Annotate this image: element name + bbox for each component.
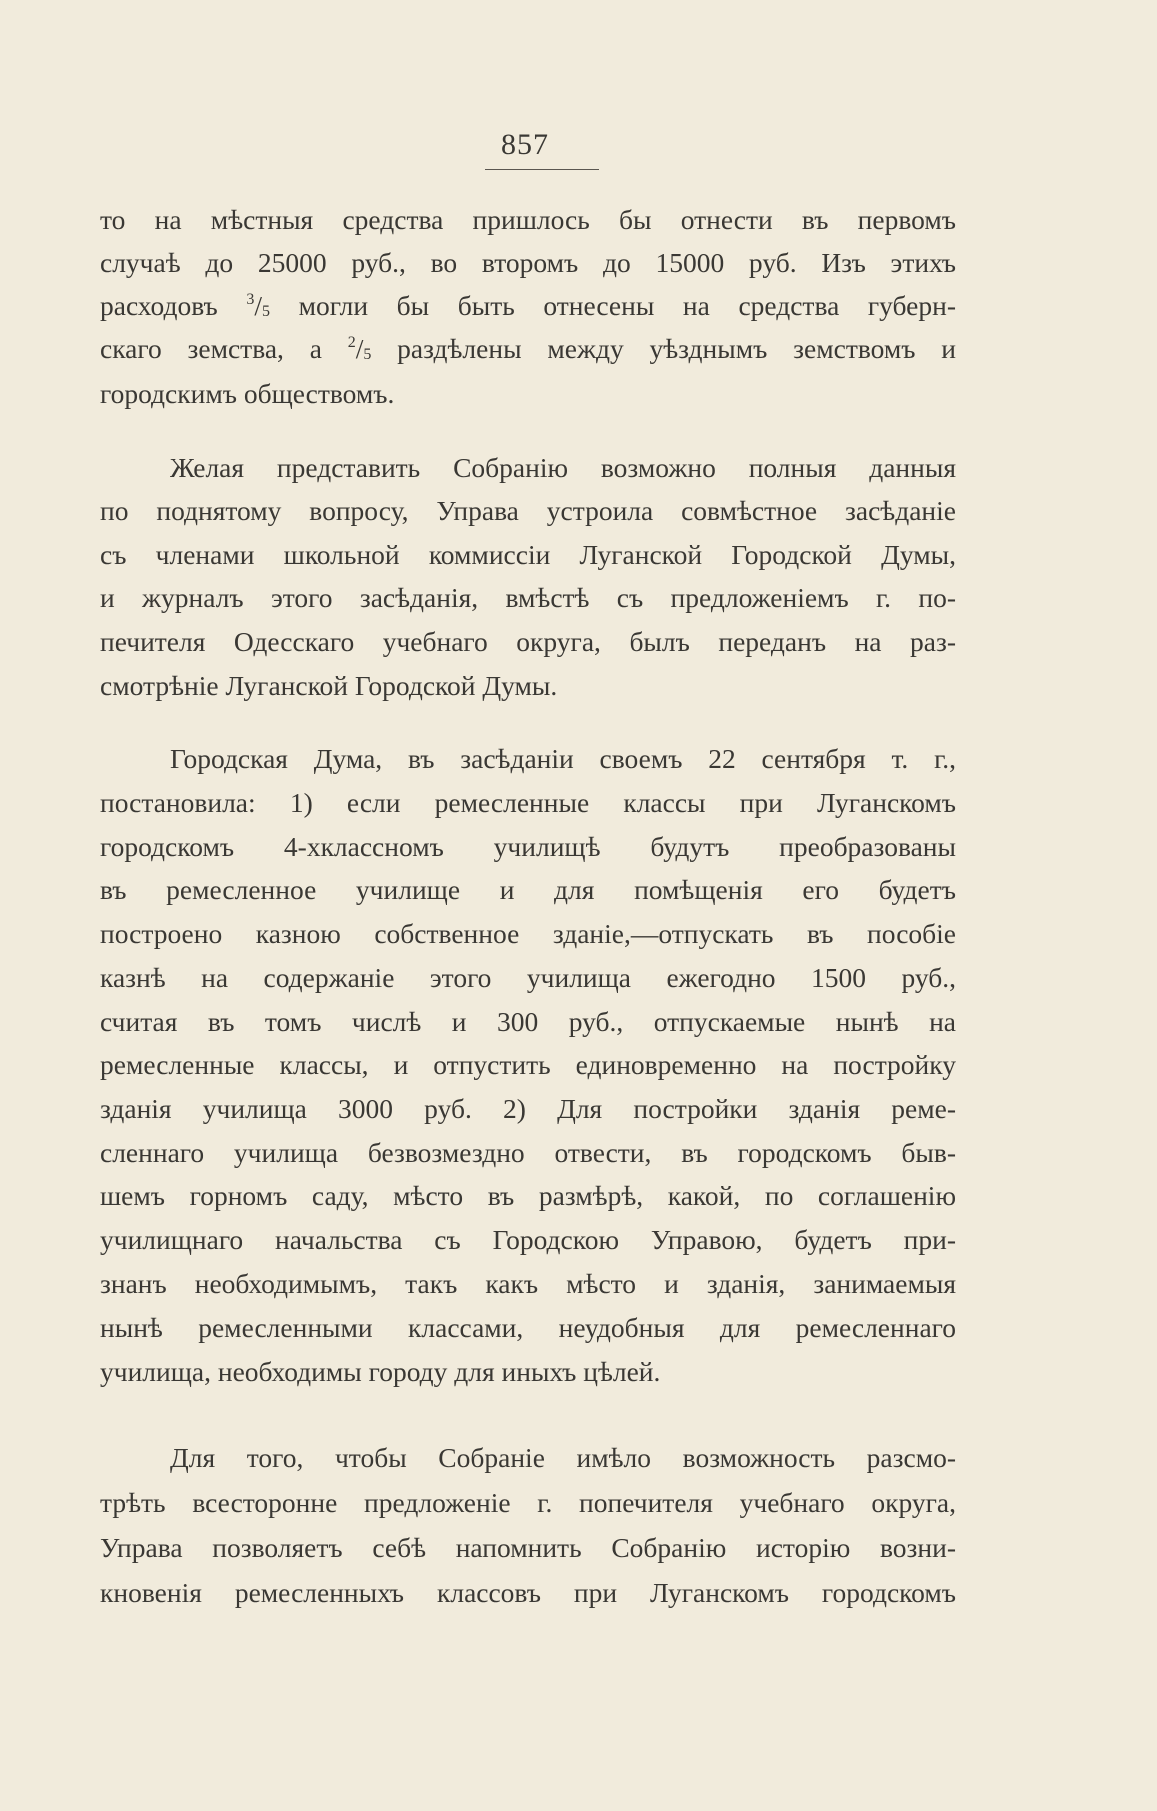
text-line: построено казною собственное зданіе,—отпускать въ пособіе: [100, 918, 956, 949]
fraction: $^3/_5$: [246, 290, 270, 321]
text-line: казнѣ на содержаніе этого училища ежегодно 1500 руб.,: [100, 962, 956, 993]
text-line: городскимъ обществомъ.: [100, 378, 395, 409]
text-line: училища, необходимы городу для иныхъ цѣлей.: [100, 1356, 661, 1387]
text-line: [100, 327, 956, 371]
text-line: считая въ томъ числѣ и 300 руб., отпускаемые нынѣ на: [100, 1006, 956, 1037]
text-line: Городская Дума, въ засѣданіи своемъ 22 сентября т. г.,: [170, 743, 956, 774]
text-line: печителя Одесскаго учебнаго округа, былъ переданъ на раз-: [100, 626, 956, 657]
text-line: ремесленные классы, и отпустить единовременно на постройку: [100, 1049, 956, 1080]
text-line: по поднятому вопросу, Управа устроила совмѣстное засѣданіе: [100, 495, 956, 526]
text-line: то на мѣстныя средства пришлось бы отнести въ первомъ: [100, 204, 956, 235]
text-segment: расходовъ: [100, 290, 218, 321]
text-line: трѣть всесторонне предложеніе г. попечителя учебнаго округа,: [100, 1487, 956, 1518]
fraction-numerator: 2: [347, 334, 356, 351]
fraction-denominator: 5: [363, 346, 372, 363]
text-segment: могли бы быть отнесены на средства губерн-: [298, 290, 957, 321]
text-line: училищнаго начальства съ Городскою Управою, будетъ при-: [100, 1224, 956, 1255]
text-line: зданія училища 3000 руб. 2) Для постройки зданія реме-: [100, 1093, 956, 1124]
text-line: постановила: 1) если ремесленные классы при Луганскомъ: [100, 787, 956, 818]
text-line: Управа позволяетъ себѣ напомнить Собранію исторію возни-: [100, 1532, 956, 1563]
text-line: нынѣ ремесленными классами, неудобныя для ремесленнаго: [100, 1312, 956, 1343]
text-segment: скаго земства, а: [100, 333, 322, 364]
text-segment: раздѣлены между уѣзднымъ земствомъ и: [397, 333, 957, 364]
text-line: Желая представить Собранію возможно полныя данныя: [170, 452, 956, 483]
text-line: и журналъ этого засѣданія, вмѣстѣ съ предложеніемъ г. по-: [100, 582, 956, 613]
text-line: знанъ необходимымъ, такъ какъ мѣсто и зданія, занимаемыя: [100, 1268, 956, 1299]
fraction-denominator: 5: [261, 303, 270, 320]
text-line: съ членами школьной коммиссіи Луганской Городской Думы,: [100, 539, 956, 570]
text-line: Для того, чтобы Собраніе имѣло возможность разсмо-: [170, 1442, 956, 1473]
page-number-rule: [485, 169, 599, 170]
text-line: въ ремесленное училище и для помѣщенія его будетъ: [100, 874, 956, 905]
text-line: сленнаго училища безвозмездно отвести, въ городскомъ быв-: [100, 1137, 956, 1168]
page-number: 857: [501, 128, 549, 161]
text-line: смотрѣніе Луганской Городской Думы.: [100, 670, 558, 701]
text-line: случаѣ до 25000 руб., во второмъ до 15000 руб. Изъ этихъ: [100, 247, 956, 278]
text-line: городскомъ 4-хклассномъ училищѣ будутъ преобразованы: [100, 831, 956, 862]
text-line: [100, 284, 956, 328]
text-line: шемъ горномъ саду, мѣсто въ размѣрѣ, какой, по соглашенію: [100, 1180, 956, 1211]
fraction-numerator: 3: [246, 291, 255, 308]
text-line: кновенія ремесленныхъ классовъ при Луганскомъ городскомъ: [100, 1577, 956, 1608]
fraction: $^2/_5$: [347, 333, 372, 364]
